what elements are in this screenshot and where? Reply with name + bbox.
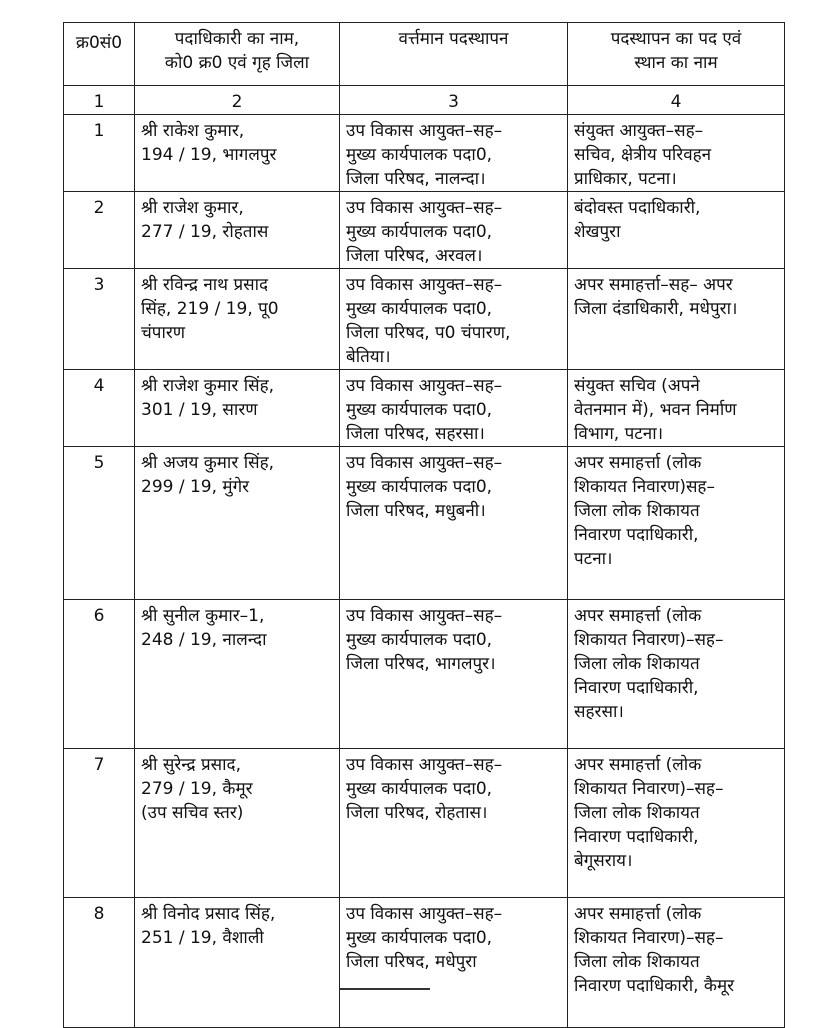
table-row	[64, 370, 785, 447]
serial-number: 8	[64, 898, 135, 1028]
officer-name: श्री सुरेन्द्र प्रसाद, 279 / 19, कैमूर (उप सचिव स्तर)	[135, 749, 340, 898]
current-posting: उप विकास आयुक्त–सह– मुख्य कार्यपालक पदा0, जिला परिषद, नालन्दा।	[340, 115, 568, 192]
serial-number: 1	[64, 115, 135, 192]
table-row	[64, 192, 785, 269]
serial-number: 7	[64, 749, 135, 898]
new-posting: अपर समाहर्त्ता–सह– अपर जिला दंडाधिकारी, मधेपुरा।	[568, 269, 785, 370]
table-row	[64, 749, 785, 898]
serial-number: 4	[64, 370, 135, 447]
serial-number: 6	[64, 600, 135, 749]
current-posting: उप विकास आयुक्त–सह– मुख्य कार्यपालक पदा0, जिला परिषद, सहरसा।	[340, 370, 568, 447]
current-posting: उप विकास आयुक्त–सह– मुख्य कार्यपालक पदा0, जिला परिषद, भागलपुर।	[340, 600, 568, 749]
officer-name: श्री विनोद प्रसाद सिंह, 251 / 19, वैशाली	[135, 898, 340, 1028]
column-number: 2	[135, 86, 340, 115]
new-posting: अपर समाहर्त्ता (लोक शिकायत निवारण)–सह– जिला लोक शिकायत निवारण पदाधिकारी, सहरसा।	[568, 600, 785, 749]
table-row	[64, 600, 785, 749]
current-posting: उप विकास आयुक्त–सह– मुख्य कार्यपालक पदा0, जिला परिषद, मधुबनी।	[340, 447, 568, 600]
table-row	[64, 115, 785, 192]
officer-name: श्री अजय कुमार सिंह, 299 / 19, मुंगेर	[135, 447, 340, 600]
table-row	[64, 447, 785, 600]
serial-number: 3	[64, 269, 135, 370]
officer-name: श्री राजेश कुमार सिंह, 301 / 19, सारण	[135, 370, 340, 447]
officer-name: श्री राकेश कुमार, 194 / 19, भागलपुर	[135, 115, 340, 192]
header-new-posting: पदस्थापन का पद एवं स्थान का नाम	[568, 23, 785, 86]
officer-name: श्री रविन्द्र नाथ प्रसाद सिंह, 219 / 19, पू0 चंपारण	[135, 269, 340, 370]
current-posting: उप विकास आयुक्त–सह– मुख्य कार्यपालक पदा0, जिला परिषद, मधेपुरा	[340, 898, 568, 1028]
header-current-posting: वर्त्तमान पदस्थापन	[340, 23, 568, 86]
officer-name: श्री सुनील कुमार–1, 248 / 19, नालन्दा	[135, 600, 340, 749]
table-row	[64, 898, 785, 1028]
new-posting: अपर समाहर्त्ता (लोक शिकायत निवारण)–सह– जिला लोक शिकायत निवारण पदाधिकारी, कैमूर	[568, 898, 785, 1028]
new-posting: अपर समाहर्त्ता (लोक शिकायत निवारण)सह– जिला लोक शिकायत निवारण पदाधिकारी, पटना।	[568, 447, 785, 600]
serial-number: 5	[64, 447, 135, 600]
new-posting: संयुक्त सचिव (अपने वेतनमान में), भवन निर्माण विभाग, पटना।	[568, 370, 785, 447]
new-posting: संयुक्त आयुक्त–सह– सचिव, क्षेत्रीय परिवहन प्राधिकार, पटना।	[568, 115, 785, 192]
column-number: 3	[340, 86, 568, 115]
officer-name: श्री राजेश कुमार, 277 / 19, रोहतास	[135, 192, 340, 269]
serial-number: 2	[64, 192, 135, 269]
page-bottom-mark	[340, 988, 430, 999]
header-serial-no: क्र0सं0	[64, 23, 135, 86]
posting-table	[63, 22, 785, 1028]
header-officer-name: पदाधिकारी का नाम, को0 क्र0 एवं गृह जिला	[135, 23, 340, 86]
current-posting: उप विकास आयुक्त–सह– मुख्य कार्यपालक पदा0, जिला परिषद, प0 चंपारण, बेतिया।	[340, 269, 568, 370]
current-posting: उप विकास आयुक्त–सह– मुख्य कार्यपालक पदा0, जिला परिषद, अरवल।	[340, 192, 568, 269]
column-number: 4	[568, 86, 785, 115]
column-number: 1	[64, 86, 135, 115]
current-posting: उप विकास आयुक्त–सह– मुख्य कार्यपालक पदा0, जिला परिषद, रोहतास।	[340, 749, 568, 898]
new-posting: बंदोवस्त पदाधिकारी, शेखपुरा	[568, 192, 785, 269]
table-header-row	[64, 23, 785, 86]
column-number-row	[64, 86, 785, 115]
new-posting: अपर समाहर्त्ता (लोक शिकायत निवारण)–सह– जिला लोक शिकायत निवारण पदाधिकारी, बेगूसराय।	[568, 749, 785, 898]
table-row	[64, 269, 785, 370]
